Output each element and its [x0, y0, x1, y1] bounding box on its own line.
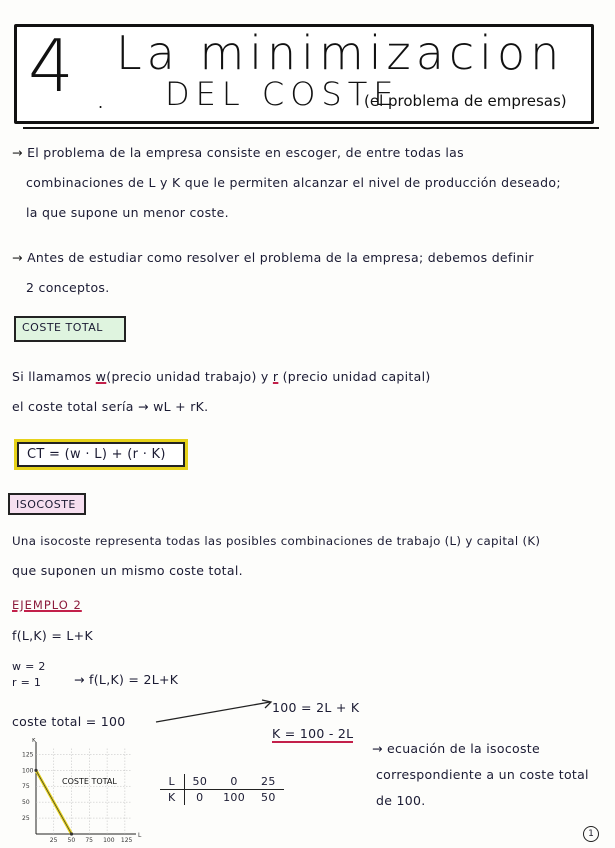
table-cell: K	[160, 790, 184, 806]
intro-p2-line-1	[12, 243, 602, 273]
arrow-icon: →	[12, 250, 23, 265]
table-row	[160, 790, 284, 806]
r-value: r = 1	[12, 676, 42, 689]
w-value: w = 2	[12, 660, 46, 673]
ct-w-symbol: w	[95, 369, 107, 384]
y-tick-label: 25	[22, 815, 30, 823]
chart-inner-label: COSTE TOTAL	[62, 777, 117, 786]
intro-p1-line-2: combinaciones de L y K que le permiten alcanzar el nivel de producción deseado;	[26, 175, 561, 190]
arrow-icon: →	[12, 145, 23, 160]
x-tick-label: 50	[67, 837, 76, 844]
x-tick-label: 100	[103, 837, 115, 844]
substituted-function: → f(L,K) = 2L+K	[74, 672, 179, 687]
table-cell: L	[160, 774, 184, 790]
isocoste-equation-2: K = 100 - 2L	[272, 726, 354, 741]
intro-p1-text-1: El problema de la empresa consiste en escoger, de entre todas las	[27, 145, 464, 160]
data-point	[70, 832, 73, 835]
x-tick-label: 25	[49, 837, 58, 844]
title-line-1: La minimizacion	[116, 26, 565, 80]
y-tick-label: 75	[22, 783, 30, 791]
coste-total-line-1	[12, 362, 602, 392]
isocoste-line-1: Una isocoste representa todas las posibles combinaciones de trabajo (L) y capital (K)	[12, 534, 541, 548]
ejemplo-heading: EJEMPLO 2	[12, 598, 82, 612]
eq-note-line-3: de 100.	[376, 793, 426, 808]
chapter-dot: .	[98, 93, 104, 112]
isocoste-heading: ISOCOSTE	[8, 493, 86, 515]
table-cell: 100	[223, 791, 246, 804]
table-row	[160, 774, 284, 790]
intro-paragraph-1	[12, 138, 602, 228]
chapter-number: 4	[28, 24, 74, 108]
coste-total-definition	[12, 362, 602, 422]
table-cell: 50	[184, 774, 215, 790]
y-axis-label: K	[32, 738, 36, 744]
eq-note-line-1: → ecuación de la isocoste	[372, 741, 540, 756]
y-tick-label: 50	[22, 799, 30, 807]
coste-total-line-2: el coste total sería → wL + rK.	[12, 399, 209, 414]
eq-note-line-2: correspondiente a un coste total	[376, 767, 589, 782]
intro-p2-text-1: Antes de estudiar como resolver el problema de la empresa; debemos definir	[27, 250, 534, 265]
table-cell: 0	[196, 791, 204, 804]
intro-p1-line-3: la que supone un menor coste.	[26, 205, 229, 220]
data-point	[34, 769, 37, 772]
x-tick-label: 125	[120, 837, 133, 844]
values-table	[160, 774, 284, 805]
isocoste-equation-note	[372, 736, 589, 814]
y-tick-label: 100	[22, 767, 34, 775]
title-line-2: DEL COSTE	[165, 75, 400, 113]
ct-text-c: (precio unidad capital)	[282, 369, 431, 384]
table-cell: 25	[253, 774, 284, 790]
isocoste-definition	[12, 526, 607, 586]
isocoste-line-2: que suponen un mismo coste total.	[12, 563, 243, 578]
intro-paragraph-2	[12, 243, 602, 303]
page-number: 1	[583, 826, 599, 842]
table-cell: 0	[215, 774, 253, 790]
isocoste-equation-1: 100 = 2L + K	[272, 700, 360, 715]
production-function: f(L,K) = L+K	[12, 628, 93, 643]
ct-text-a: Si llamamos	[12, 369, 92, 384]
intro-p2-line-2: 2 conceptos.	[26, 280, 110, 295]
table-cell: 50	[261, 791, 276, 804]
coste-total-formula: CT = (w · L) + (r · K)	[14, 439, 188, 470]
coste-total-value: coste total = 100	[12, 714, 126, 729]
connector-arrow	[150, 692, 280, 732]
coste-total-heading: COSTE TOTAL	[14, 316, 126, 342]
isocoste-chart	[12, 738, 142, 844]
ct-text-b: (precio unidad trabajo) y	[106, 369, 269, 384]
y-tick-label: 125	[22, 751, 34, 759]
ct-r-symbol: r	[272, 369, 279, 384]
title-subtitle: (el problema de empresas)	[364, 92, 567, 110]
intro-p1-line-1	[12, 138, 602, 168]
x-axis-label: L	[138, 832, 142, 839]
x-tick-label: 75	[85, 837, 93, 844]
